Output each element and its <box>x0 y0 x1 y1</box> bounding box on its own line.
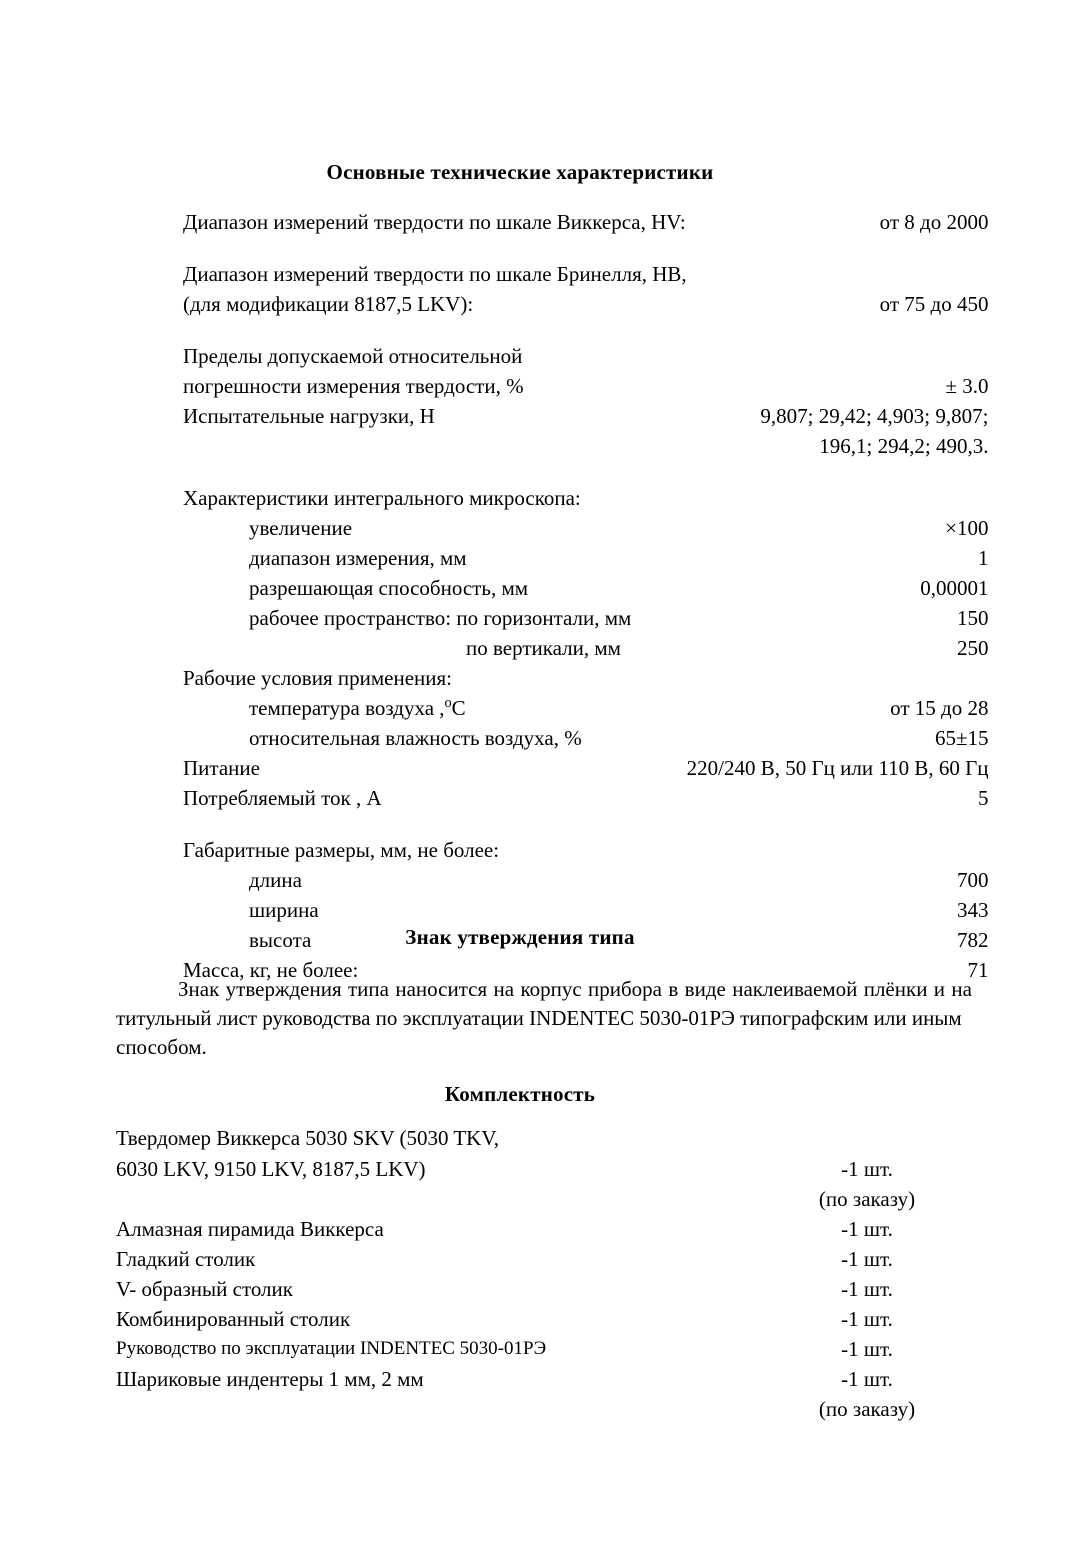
spacer-cell <box>183 818 687 840</box>
spec-label: погрешности измерения твердости, % <box>183 374 524 398</box>
spec-value: 700 <box>956 868 989 892</box>
spec-value: 196,1; 294,2; 490,3. <box>819 434 989 458</box>
spec-label: Испытательные нагрузки, Н <box>183 404 435 428</box>
spec-value: от 8 до 2000 <box>879 210 989 234</box>
completeness-quantity <box>762 1128 972 1159</box>
section-heading-completeness-text: Комплектность <box>444 1082 596 1106</box>
spacer-cell <box>687 466 989 488</box>
completeness-label: Твердомер Виккерса 5030 SKV (5030 TKV, <box>116 1126 500 1150</box>
spec-value: от 75 до 450 <box>879 292 989 316</box>
spec-row <box>183 212 988 242</box>
spec-value: 343 <box>956 898 989 922</box>
spacer-cell <box>183 466 687 488</box>
spec-row <box>183 578 988 608</box>
spec-row <box>183 406 988 436</box>
spec-value: от 15 до 28 <box>890 696 989 720</box>
spec-value: 65±15 <box>934 726 989 750</box>
spec-row <box>183 638 988 668</box>
spec-label: Питание <box>183 756 260 780</box>
spec-label: увеличение <box>249 516 353 540</box>
spec-label: Диапазон измерений твердости по шкале Виккерса, HV: <box>183 210 686 234</box>
spec-row <box>183 488 988 518</box>
spec-value: 782 <box>956 928 989 952</box>
spec-row-spacer <box>183 466 988 488</box>
completeness-row <box>116 1159 972 1189</box>
spec-label: Габаритные размеры, мм, не более: <box>183 838 500 862</box>
completeness-label <box>116 1399 762 1429</box>
spec-value: 250 <box>956 636 989 660</box>
spacer-cell <box>183 242 687 264</box>
spec-row <box>183 698 988 728</box>
spec-label: высота <box>249 928 312 952</box>
spec-row <box>183 870 988 900</box>
spec-value: 220/240 В, 50 Гц или 110 В, 60 Гц <box>686 756 989 780</box>
spec-row <box>183 668 988 698</box>
spec-value <box>687 488 989 518</box>
completeness-label: 6030 LKV, 9150 LKV, 8187,5 LKV) <box>116 1157 426 1181</box>
spec-label: диапазон измерения, мм <box>249 546 467 570</box>
spec-row-continuation <box>183 436 988 466</box>
spec-label <box>183 436 687 466</box>
completeness-label: Шариковые индентеры 1 мм, 2 мм <box>116 1367 424 1391</box>
spec-label: относительная влажность воздуха, % <box>249 726 582 750</box>
spec-row <box>183 376 988 406</box>
spec-value: ± 3.0 <box>945 374 989 398</box>
spec-value: 1 <box>977 546 989 570</box>
spec-label: по вертикали, мм <box>466 636 621 660</box>
spec-label: Потребляемый ток , А <box>183 786 382 810</box>
completeness-row <box>116 1369 972 1399</box>
paragraph-line-3: способом. <box>116 1034 207 1059</box>
spec-value: 0,00001 <box>920 576 989 600</box>
completeness-label: Гладкий столик <box>116 1247 256 1271</box>
type-approval-paragraph <box>116 975 972 1062</box>
spec-value: ×100 <box>945 516 989 540</box>
spec-label-unit: С <box>451 696 466 720</box>
spec-row <box>183 758 988 788</box>
section-heading-main-specs-text: Основные технические характеристики <box>326 160 714 184</box>
completeness-quantity: -1 шт. <box>841 1247 893 1271</box>
spec-label: рабочее пространство: по горизонтали, мм <box>249 606 632 630</box>
completeness-label: Комбинированный столик <box>116 1307 351 1331</box>
completeness-row <box>116 1128 972 1159</box>
spacer-cell <box>687 324 989 346</box>
completeness-row <box>116 1399 972 1429</box>
spec-value: 9,807; 29,42; 4,903; 9,807; <box>760 404 989 428</box>
spec-value <box>687 346 989 376</box>
completeness-row <box>116 1219 972 1249</box>
completeness-note: (по заказу) <box>818 1187 916 1211</box>
spec-value: 150 <box>956 606 989 630</box>
section-heading-main-specs <box>0 160 1086 185</box>
spec-row <box>183 840 988 870</box>
completeness-label: V- образный столик <box>116 1277 293 1301</box>
completeness-label: Алмазная пирамида Виккерса <box>116 1217 384 1241</box>
completeness-row <box>116 1309 972 1339</box>
completeness-quantity: -1 шт. <box>841 1217 893 1241</box>
section-heading-type-approval-text: Знак утверждения типа <box>405 925 635 949</box>
specifications-table <box>183 212 988 990</box>
spec-label: Диапазон измерений твердости по шкале Бринелля, НВ, <box>183 262 687 286</box>
completeness-quantity: -1 шт. <box>841 1277 893 1301</box>
spec-value <box>687 840 989 870</box>
spec-label: Масса, кг, не более: <box>183 958 359 982</box>
completeness-label <box>116 1189 762 1219</box>
spec-label: Характеристики интегрального микроскопа: <box>183 486 581 510</box>
section-heading-type-approval <box>0 925 1086 950</box>
spec-label: длина <box>249 868 302 892</box>
spec-row <box>183 788 988 818</box>
spec-label: Рабочие условия применения: <box>183 666 452 690</box>
completeness-row <box>116 1339 972 1369</box>
spec-row <box>183 608 988 638</box>
spec-label: Пределы допускаемой относительной <box>183 344 523 368</box>
spec-row <box>183 548 988 578</box>
paragraph-line-1: Знак утверждения типа наносится на корпус прибора в виде наклеиваемой плёнки и на <box>178 977 972 1001</box>
spec-label: разрешающая способность, мм <box>249 576 529 600</box>
spec-value <box>687 668 989 698</box>
spec-label-temperature <box>183 695 687 728</box>
spacer-cell <box>687 242 989 264</box>
spacer-cell <box>183 324 687 346</box>
spec-value <box>687 264 989 294</box>
completeness-note: (по заказу) <box>818 1397 916 1421</box>
completeness-row <box>116 1189 972 1219</box>
spec-label: (для модификации 8187,5 LKV): <box>183 292 474 316</box>
spec-row-spacer <box>183 818 988 840</box>
spec-value: 5 <box>977 786 989 810</box>
completeness-quantity: -1 шт. <box>841 1157 893 1181</box>
completeness-quantity: -1 шт. <box>841 1307 893 1331</box>
spec-label: ширина <box>249 898 319 922</box>
spec-row-spacer <box>183 242 988 264</box>
spec-row <box>183 294 988 324</box>
spacer-cell <box>687 818 989 840</box>
completeness-quantity: -1 шт. <box>841 1337 893 1361</box>
spec-label-text: температура воздуха , <box>249 696 445 720</box>
spec-row <box>183 518 988 548</box>
completeness-table <box>116 1128 972 1429</box>
spec-row-spacer <box>183 324 988 346</box>
completeness-row <box>116 1249 972 1279</box>
degree-superscript: o <box>444 695 452 711</box>
spec-row <box>183 346 988 376</box>
completeness-row <box>116 1279 972 1309</box>
spec-value: 71 <box>967 958 989 982</box>
spec-row <box>183 264 988 294</box>
completeness-quantity: -1 шт. <box>841 1367 893 1391</box>
section-heading-completeness <box>0 1082 1086 1107</box>
spec-row <box>183 728 988 758</box>
paragraph-line-2: титульный лист руководства по эксплуатации INDENTEC 5030-01РЭ типографским или иным <box>116 1005 962 1030</box>
completeness-label: Руководство по эксплуатации INDENTEC 5030-01РЭ <box>116 1338 547 1359</box>
